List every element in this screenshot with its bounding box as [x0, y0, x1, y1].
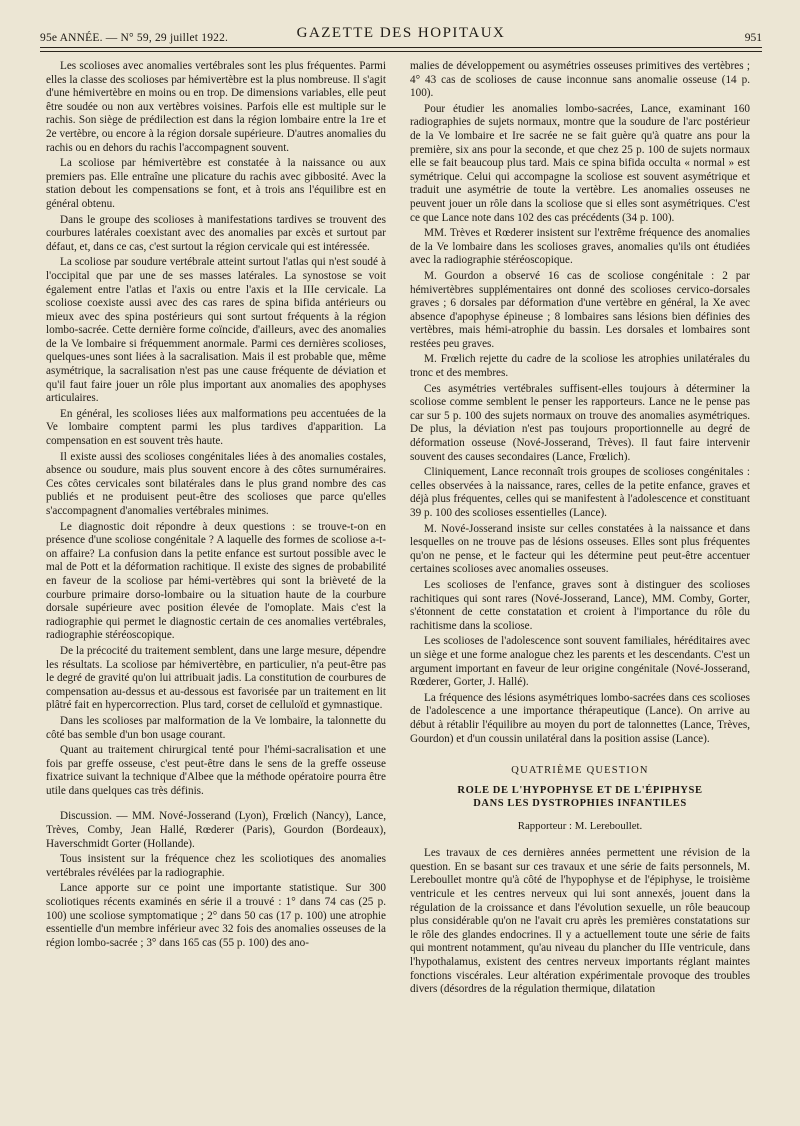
right-column	[410, 60, 750, 999]
paragraph: En général, les scolioses liées aux malformations peu accentuées de la Ve lombaire comptent parmi les plus tardives d'apparition. La compensation en est souvent très haute.	[46, 407, 386, 448]
paragraph: malies de développement ou asymétries osseuses primitives des vertèbres ; 4° 43 cas de scolioses de cause inconnue sans anomalie osseuse (14 p. 100).	[410, 60, 750, 100]
discussion-paragraph: Discussion. — MM. Nové-Josserand (Lyon), Frœlich (Nancy), Lance, Trèves, Comby, Jean Hallé, Rœderer (Paris), Gourdon (Bordeaux), Haverschmidt Gorter (Hollande).	[46, 810, 386, 850]
paragraph: La fréquence des lésions asymétriques lombo-sacrées dans ces scolioses de l'adolescence a une importance thérapeutique (Lance). On arrive au début à rétablir l'équilibre au moyen du port de talonnettes (Lance, Trèves, Gourdon) et d'un coussin unilatéral dans la position assise (Lance).	[410, 691, 750, 745]
paragraph: M. Frœlich rejette du cadre de la scoliose les atrophies unilatérales du tronc et des membres.	[410, 353, 750, 380]
paragraph: Tous insistent sur la fréquence chez les scoliotiques des anomalies vertébrales révélées par la radiographie.	[46, 853, 386, 879]
paragraph: M. Gourdon a observé 16 cas de scoliose congénitale : 2 par hémivertèbres supplémentaires ont donné des scolioses cervico-dorsales graves ; 6 dorsales par déformation d'une vertèbre en général, la Xe avec absence d'apophyse épineuse ; 8 lombaires sans lésions bien définies des vertèbres, mais hémi-atrophie du bassin. Les dorsales et lombaires sont restées peu graves.	[410, 269, 750, 350]
left-column	[46, 60, 386, 952]
paragraph: De la précocité du traitement semblent, dans une large mesure, dépendre les résultats. La scoliose par hémivertèbre, en particulier, n'a peut-être pas le degré de gravité qu'on lui attribuait jadis. La constitution de courbures de compensation au-dessus et au-dessous est favorisée par un traitement en lit plâtré fait en hypercorrection. Plus tard, corset de celluloïd et gymnastique.	[46, 644, 386, 712]
paragraph: Les scolioses avec anomalies vertébrales sont les plus fréquentes. Parmi elles la classe des scolioses par hémivertèbre est la plus nombreuse. Il s'agit d'une hémivertèbre en moins ou en trop. De dimensions variables, elle peut être soudée ou non aux vertèbres voisines. Parfois elle est multiple sur le rachis. Son siège de prédilection est dans la région lombaire entre la 1re et 2e vertèbre, ou encore à la région dorsale supérieure. D'autres anomalies du rachis ou en dehors du rachis l'accompagnent souvent.	[46, 60, 386, 154]
header-rule-thick	[40, 47, 762, 48]
paragraph: Cliniquement, Lance reconnaît trois groupes de scolioses congénitales : celles observées à la naissance, rares, celles de la petite enfance, graves et déjà plus fréquentes, celles qui se manifestent à l'adolescence et constituant 39 p. 100 des scolioses essentielles (Lance).	[410, 466, 750, 519]
issue-info: 95e ANNÉE. — N° 59, 29 juillet 1922.	[40, 32, 229, 44]
page-number: 951	[744, 32, 762, 44]
paragraph: Les scolioses de l'adolescence sont souvent familiales, héréditaires avec un siège et une forme analogue chez les parents et les descendants. C'est un argument important en faveur de leur origine congénitale (Nové-Josserand, Rœderer, Gorter, J. Hallé).	[410, 635, 750, 689]
paragraph: La scoliose par hémivertèbre est constatée à la naissance ou aux premiers pas. Elle entraîne une plicature du rachis avec gibbosité. Avec la station debout les compensations se font, et à trois ans l'équilibre est en général obtenu.	[46, 157, 386, 210]
paragraph: Le diagnostic doit répondre à deux questions : se trouve-t-on en présence d'une scoliose congénitale ? A laquelle des formes de scoliose a-t-on affaire? La confusion dans la petite enfance est surtout possible avec le mal de Pott et la déformation rachitique. Il existe des signes de probabilité en faveur de la scoliose par hémi-vertèbres qui sont la brièveté de la courbure primaire dorso-lombaire ou la situation haute de la courbure dorsale supérieure avec position élevée de l'omoplate. Mais c'est la radiographie qui permet le diagnostic certain de ces anomalies vertébrales, radiographie stéréoscopique.	[46, 520, 386, 642]
page-header	[40, 14, 762, 44]
paragraph: Ces asymétries vertébrales suffisent-elles toujours à déterminer la scoliose comme semblent le penser les rapporteurs. Lance ne le pense pas car sur 5 p. 100 des sujets normaux on trouve des anomalies asymétriques. De plus, la déviation n'est pas toujours proportionnelle au degré de déformation osseuse (Nové-Josserand, Trèves). Il faut faire intervenir souvent des causes secondaires (Lance, Frœlich).	[410, 382, 750, 463]
paragraph: MM. Trèves et Rœderer insistent sur l'extrême fréquence des anomalies de la Ve lombaire dans les scolioses graves, anomalies qu'ils ont étudiées avec la radiographie stéréoscopique.	[410, 227, 750, 267]
paragraph: Lance apporte sur ce point une importante statistique. Sur 300 scoliotiques récents examinés en série il a trouvé : 1° dans 74 cas (25 p. 100) une scoliose symptomatique ; 2° dans 50 cas (17 p. 100) une atrophie essentielle d'un membre inférieur avec 32 fois des anomalies osseuses de la région lombo-sacrée ; 3° dans 165 cas (55 p. 100) des ano-	[46, 882, 386, 949]
paragraph: M. Nové-Josserand insiste sur celles constatées à la naissance et dans lesquelles on ne trouve pas de lésions osseuses. Elles sont plus fréquentes qu'on ne pense, et le facteur qui les détermine peut peut-être accentuer certaines scolioses avec anomalies osseuses.	[410, 522, 750, 576]
paragraph: La scoliose par soudure vertébrale atteint surtout l'atlas qui n'est soudé à l'occipital que par une de ses masses latérales. La synostose se voit également entre l'atlas et l'axis ou entre l'axis et la IIIe cervicale. La scoliose coexiste aussi avec des cas rares de spina bifida antérieurs ou mieux avec des spina postérieurs qui sont surtout fréquents à la région lombo-sacrée. Cette dernière forme coïncide, d'ailleurs, avec des anomalies de la Ve lombaire si fréquemment anormale. Parmi ces dernières scolioses, quelques-unes sont liées à la sacralisation. Mais il est probable que, même asymétrique, la sacralisation n'est pas une cause fréquente de déviation et qu'il faut faire jouer un rôle plus important aux anomalies des apophyses articulaires.	[46, 256, 386, 405]
paragraph: Quant au traitement chirurgical tenté pour l'hémi-sacralisation et une fois par greffe osseuse, c'est peut-être dans le sens de la greffe osseuse fixatrice suivant la technique d'Albee que la méthode opératoire pourra être utile dans quelques cas très définis.	[46, 744, 386, 797]
section-title-line: ROLE DE L'HYPOPHYSE ET DE L'ÉPIPHYSE	[457, 784, 703, 796]
section-title-line: DANS LES DYSTROPHIES INFANTILES	[473, 797, 687, 809]
paragraph: Les travaux de ces dernières années permettent une révision de la question. En se basant sur ces travaux et une série de faits personnels, M. Lereboullet montre qu'à côté de l'hypophyse et de l'épiphyse, le troisième ventricule et les centres nerveux qui lui sont annexés, jouent dans la régulation de la croissance et dans l'évolution sexuelle, un rôle beaucoup plus considérable qu'on ne l'avait cru après les premières constatations sur le rôle des glandes endocrines. Il y a actuellement toute une série de faits qui montrent notamment, qu'au niveau du plancher du IIIe ventricule, dans l'hypothalamus, existent des centres nerveux importants réglant maintes fonctions viscérales. Leur altération expérimentale provoque des troubles divers (désordres de la régulation thermique, dilatation	[410, 847, 750, 996]
rapporteur-line: Rapporteur : M. Lereboullet.	[517, 819, 643, 832]
paragraph: Il existe aussi des scolioses congénitales liées à des anomalies costales, absence ou soudure, mais plus souvent encore à des côtes surnuméraires. Ces côtes cervicales sont bilatérales dans le plus grand nombre des cas publiés et ne produisent peut-être des scolioses que parce qu'elles s'accompagnent d'anomalies vertébrales minimes.	[46, 450, 386, 517]
section-title	[410, 784, 750, 810]
paragraph: Pour étudier les anomalies lombo-sacrées, Lance, examinant 160 radiographies de sujets normaux, montre que la soudure de l'arc postérieur de la Ve lombaire et Ire sacrée ne se fait guère qu'à quatre ans pour la première, six ans pour la seconde, et que chez 25 p. 100 de sujets normaux elle se fait beaucoup plus tard. Mais ce spina bifida occulta « normal » est symétrique. Celui qui accompagne la scoliose est souvent asymétrique et traduit une asymétrie de toute la vertèbre. Les anomalies osseuses ne peuvent jouer un rôle dans la scoliose que si elles sont asymétriques. C'est ce que Lance note dans 102 des cas précédents (34 p. 100).	[410, 102, 750, 224]
paragraph: Dans le groupe des scolioses à manifestations tardives se trouvent des courbures latérales coexistant avec des anomalies par excès et surtout par défaut, et, dans ce cas, c'est surtout la région cervicale qui est intéressée.	[46, 213, 386, 253]
journal-title: GAZETTE DES HOPITAUX	[296, 25, 506, 41]
paragraph: Les scolioses de l'enfance, graves sont à distinguer des scolioses rachitiques qui sont rares (Nové-Josserand, Lance), MM. Comby, Gorter, s'étonnent de cette constatation et croient à l'importance du rôle du rachitisme dans la scoliose.	[410, 578, 750, 632]
paragraph: Dans les scolioses par malformation de la Ve lombaire, la talonnette du côté bas semble d'un bon usage courant.	[46, 714, 386, 741]
header-rule-thin	[40, 51, 762, 52]
section-heading: QUATRIÈME QUESTION	[511, 765, 649, 777]
